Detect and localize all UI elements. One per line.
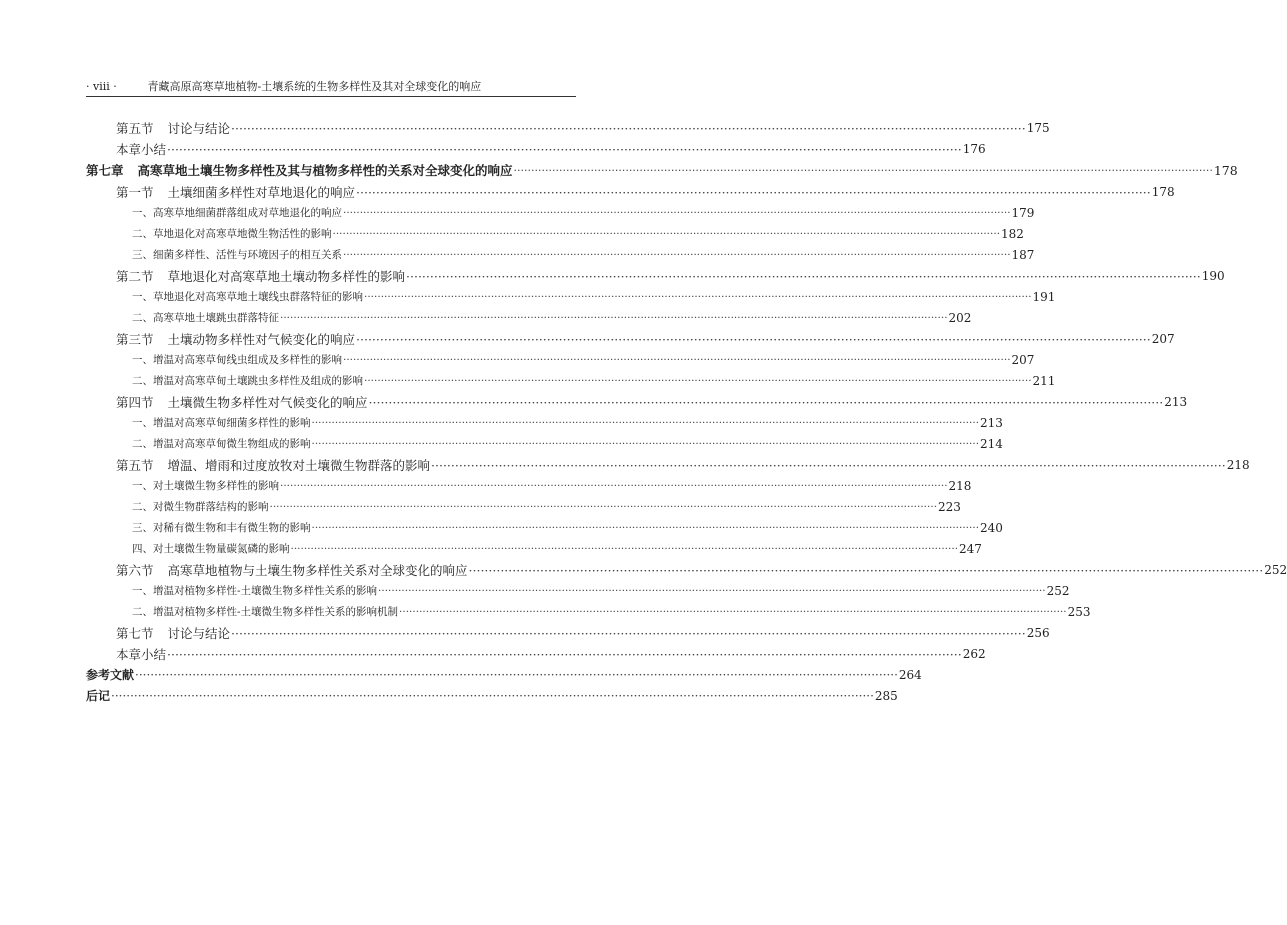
toc-entry-page: 207 [1151, 332, 1175, 346]
toc-entry-number: 第五节 [116, 121, 154, 136]
toc-entry-label [132, 350, 342, 371]
toc-entry-page: 256 [1026, 626, 1050, 640]
toc-entry-title: 讨论与结论 [167, 121, 231, 136]
toc-entry-title: 高寒草地土壤生物多样性及其与植物多样性的关系对全球变化的响应 [137, 163, 513, 178]
toc-entry-title: 土壤微生物多样性对气候变化的响应 [167, 395, 368, 410]
toc-entry-label [132, 518, 311, 539]
toc-entry-title: 参考文献 [86, 668, 135, 682]
toc-leader-dots: ········································································································································································································ [311, 438, 980, 450]
toc-entry-title: 三、对稀有微生物和丰有微生物的影响 [132, 522, 311, 534]
toc-entry-title: 三、细菌多样性、活性与环境因子的相互关系 [132, 249, 342, 261]
toc-entry-title: 二、增温对高寒草甸微生物组成的影响 [132, 438, 311, 450]
toc-leader-dots: ········································································································································································································ [311, 522, 980, 534]
toc-entry-sub [86, 539, 982, 560]
toc-entry-sub [86, 602, 1091, 623]
toc-leader-dots: ········································································································································································································ [468, 563, 1264, 578]
toc-entry-page: 213 [980, 416, 1003, 430]
toc-entry-title: 土壤动物多样性对气候变化的响应 [167, 332, 356, 347]
toc-leader-dots: ········································································································································································································ [167, 647, 962, 662]
toc-entry-title: 一、草地退化对高寒草地土壤线虫群落特征的影响 [132, 291, 363, 303]
toc-entry-label [132, 497, 269, 518]
toc-entry-sub [86, 497, 961, 518]
toc-entry-sub [86, 518, 1003, 539]
toc-entry-page: 218 [1226, 458, 1250, 472]
toc-entry-title: 一、高寒草地细菌群落组成对草地退化的响应 [132, 207, 342, 219]
toc-leader-dots: ········································································································································································································ [364, 375, 1032, 387]
toc-leader-dots: ········································································································································································································ [111, 689, 874, 703]
toc-entry-sub [86, 287, 1056, 308]
toc-entry-section [86, 392, 1188, 413]
toc-entry-title: 高寒草地植物与土壤生物多样性关系对全球变化的响应 [167, 563, 468, 578]
toc-entry-title: 二、对微生物群落结构的影响 [132, 501, 269, 513]
toc-leader-dots: ········································································································································································································ [290, 543, 959, 555]
toc-leader-dots: ········································································································································································································ [343, 249, 1011, 261]
toc-entry-label [116, 644, 166, 665]
toc-entry-label [132, 224, 332, 245]
toc-entry-section [86, 329, 1175, 350]
toc-entry-number: 第五节 [116, 458, 154, 473]
toc-entry-title: 一、对土壤微生物多样性的影响 [132, 480, 279, 492]
toc-leader-dots: ········································································································································································································ [135, 668, 898, 682]
toc-leader-dots: ········································································································································································································ [356, 332, 1151, 347]
toc-entry-label [132, 434, 311, 455]
toc-entry-title: 二、增温对高寒草甸土壤跳虫多样性及组成的影响 [132, 375, 363, 387]
toc-entry-section [86, 560, 1287, 581]
toc-entry-label [132, 245, 342, 266]
toc-leader-dots: ········································································································································································································ [311, 417, 980, 429]
toc-entry-label [132, 287, 363, 308]
toc-entry-title: 一、增温对植物多样性-土壤微生物多样性关系的影响 [132, 585, 378, 597]
toc-entry-sub [86, 308, 972, 329]
toc-entry-page: 262 [962, 647, 986, 661]
toc-entry-section [86, 139, 986, 160]
toc-entry-sub [86, 476, 972, 497]
toc-entry-page: 178 [1151, 185, 1175, 199]
toc-entry-label [116, 139, 166, 160]
toc-entry-page: 218 [948, 479, 972, 493]
toc-entry-number: 第三节 [116, 332, 154, 347]
toc-leader-dots: ········································································································································································································ [406, 269, 1201, 284]
toc-entry-number: 第一节 [116, 185, 154, 200]
toc-entry-label [116, 329, 355, 350]
toc-entry-top [86, 665, 922, 686]
toc-leader-dots: ········································································································································································································ [343, 207, 1011, 219]
toc-entry-page: 252 [1264, 563, 1287, 577]
toc-entry-page: 252 [1046, 584, 1070, 598]
toc-leader-dots: ········································································································································································································ [231, 121, 1026, 136]
toc-leader-dots: ········································································································································································································ [280, 312, 948, 324]
toc-entry-page: 182 [1001, 227, 1024, 241]
toc-entry-sub [86, 434, 1003, 455]
toc-entry-label [86, 160, 513, 182]
toc-entry-label [132, 476, 279, 497]
toc-entry-sub [86, 413, 1003, 434]
toc-entry-section [86, 455, 1250, 476]
toc-entry-label [86, 665, 134, 686]
toc-entry-label [86, 686, 110, 707]
toc-entry-title: 本章小结 [116, 142, 167, 157]
toc-entry-sub [86, 581, 1070, 602]
toc-entry-number: 第七节 [116, 626, 154, 641]
toc-entry-page: 176 [962, 142, 986, 156]
toc-leader-dots: ········································································································································································································ [368, 395, 1164, 410]
toc-leader-dots: ········································································································································································································ [280, 480, 948, 492]
toc-entry-section [86, 182, 1175, 203]
toc-entry-label [116, 560, 468, 581]
toc-leader-dots: ········································································································································································································ [431, 458, 1226, 473]
toc-leader-dots: ········································································································································································································ [332, 228, 1001, 240]
toc-entry-title: 二、草地退化对高寒草地微生物活性的影响 [132, 228, 332, 240]
toc-entry-section [86, 644, 986, 665]
toc-leader-dots: ········································································································································································································ [513, 164, 1213, 177]
toc-entry-sub [86, 224, 1024, 245]
toc-entry-label [116, 455, 430, 476]
toc-entry-section [86, 623, 1050, 644]
toc-entry-title: 二、高寒草地土壤跳虫群落特征 [132, 312, 279, 324]
header-book-title: 青藏高原高寒草地植物-土壤系统的生物多样性及其对全球变化的响应 [147, 80, 482, 93]
toc-entry-page: 211 [1032, 374, 1056, 388]
toc-leader-dots: ········································································································································································································ [364, 291, 1032, 303]
toc-entry-label [132, 413, 311, 434]
toc-entry-page: 175 [1026, 121, 1050, 135]
toc-entry-section [86, 118, 1050, 139]
toc-entry-title: 二、增温对植物多样性-土壤微生物多样性关系的影响机制 [132, 606, 399, 618]
header-page-number: · viii · [86, 80, 117, 93]
toc-entry-title: 一、增温对高寒草甸线虫组成及多样性的影响 [132, 354, 342, 366]
toc-entry-label [116, 266, 405, 287]
toc-entry-page: 213 [1164, 395, 1188, 409]
toc-entry-sub [86, 371, 1056, 392]
table-of-contents [86, 118, 1287, 707]
toc-entry-title: 草地退化对高寒草地土壤动物多样性的影响 [167, 269, 406, 284]
toc-entry-label [116, 182, 355, 203]
toc-entry-label [132, 203, 342, 224]
toc-entry-sub [86, 203, 1035, 224]
toc-entry-label [132, 308, 279, 329]
toc-entry-title: 一、增温对高寒草甸细菌多样性的影响 [132, 417, 311, 429]
toc-entry-label [132, 371, 363, 392]
toc-entry-label [132, 539, 290, 560]
toc-entry-page: 178 [1213, 163, 1238, 178]
toc-entry-label [132, 602, 398, 623]
toc-entry-title: 土壤细菌多样性对草地退化的响应 [167, 185, 356, 200]
toc-entry-title: 四、对土壤微生物量碳氮磷的影响 [132, 543, 290, 555]
toc-entry-label [116, 392, 368, 413]
toc-entry-page: 240 [980, 521, 1003, 535]
toc-entry-label [116, 118, 230, 139]
toc-entry-sub [86, 245, 1035, 266]
toc-entry-number: 第二节 [116, 269, 154, 284]
toc-leader-dots: ········································································································································································································ [343, 354, 1011, 366]
toc-entry-section [86, 266, 1225, 287]
toc-leader-dots: ········································································································································································································ [399, 606, 1067, 618]
toc-entry-page: 190 [1201, 269, 1225, 283]
toc-entry-page: 285 [874, 689, 898, 703]
toc-leader-dots: ········································································································································································································ [269, 501, 938, 513]
toc-entry-page: 179 [1011, 206, 1035, 220]
running-header [86, 79, 576, 95]
toc-leader-dots: ········································································································································································································ [378, 585, 1046, 597]
header-rule [86, 96, 576, 97]
toc-entry-label [132, 581, 377, 602]
toc-entry-page: 247 [959, 542, 982, 556]
toc-entry-sub [86, 350, 1035, 371]
toc-entry-title: 后记 [86, 689, 111, 703]
toc-entry-page: 202 [948, 311, 972, 325]
toc-entry-title: 本章小结 [116, 647, 167, 662]
toc-entry-page: 187 [1011, 248, 1035, 262]
toc-leader-dots: ········································································································································································································ [231, 626, 1026, 641]
toc-leader-dots: ········································································································································································································ [167, 142, 962, 157]
toc-entry-number: 第七章 [86, 163, 124, 178]
toc-entry-title: 讨论与结论 [167, 626, 231, 641]
toc-entry-number: 第六节 [116, 563, 154, 578]
toc-entry-number: 第四节 [116, 395, 154, 410]
toc-entry-page: 223 [938, 500, 961, 514]
toc-entry-top [86, 686, 898, 707]
toc-entry-chapter [86, 160, 1238, 182]
toc-entry-page: 214 [980, 437, 1003, 451]
toc-entry-page: 191 [1032, 290, 1056, 304]
toc-entry-page: 207 [1011, 353, 1035, 367]
toc-entry-title: 增温、增雨和过度放牧对土壤微生物群落的影响 [167, 458, 431, 473]
toc-entry-page: 264 [898, 668, 922, 682]
toc-entry-label [116, 623, 230, 644]
toc-leader-dots: ········································································································································································································ [356, 185, 1151, 200]
toc-entry-page: 253 [1067, 605, 1091, 619]
